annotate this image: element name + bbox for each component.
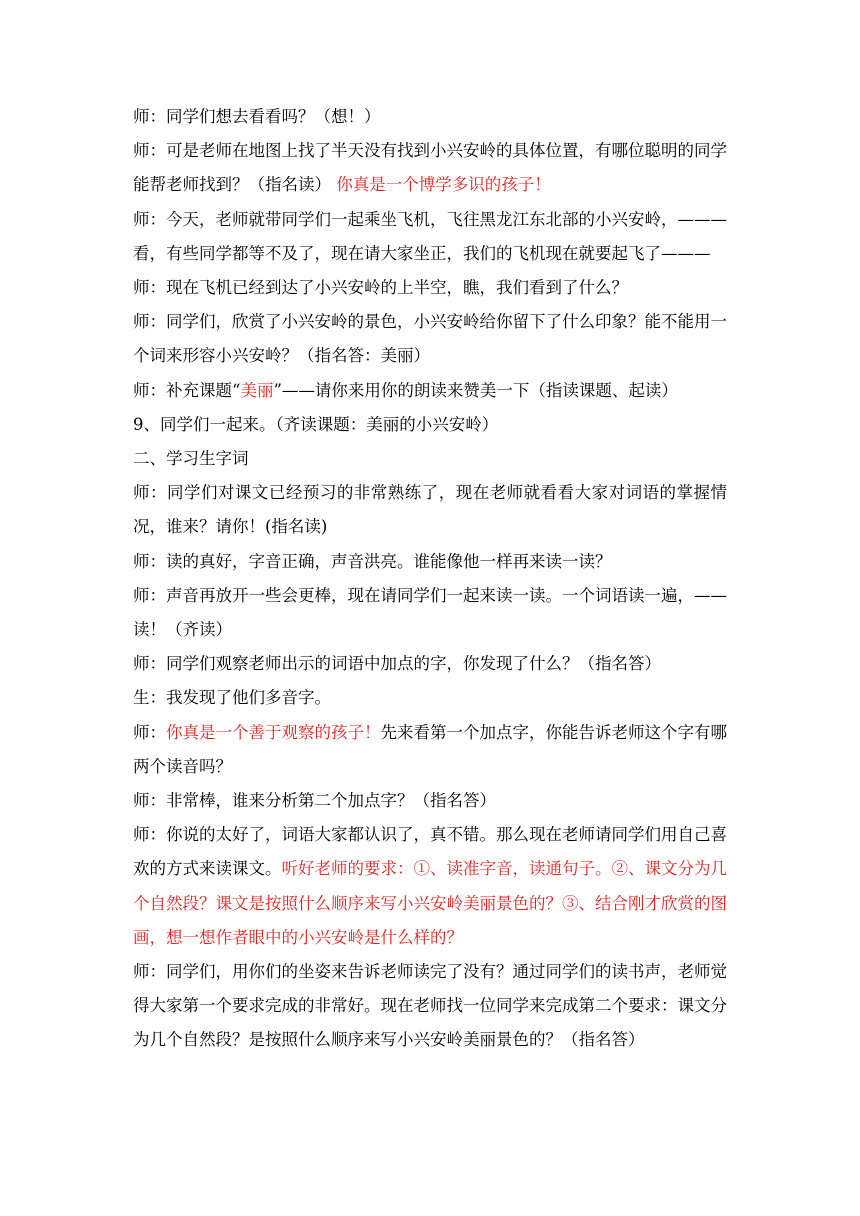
paragraph-p16 — [133, 818, 727, 955]
body-text: 师：同学们想去看看吗？（想！） — [133, 107, 381, 126]
body-text: 师：补充课题“ — [133, 380, 241, 400]
paragraph-p13 — [133, 681, 727, 715]
paragraph-p7 — [133, 408, 727, 442]
highlighted-text: 美丽 — [240, 380, 274, 400]
document-page — [133, 100, 727, 1058]
body-text: 师：同学们，欣赏了小兴安岭的景色，小兴安岭给你留下了什么印象？能不能用一个词来形容小兴安岭？（指名答：美丽） — [133, 312, 727, 366]
body-text: 师：现在飞机已经到达了小兴安岭的上半空，瞧，我们看到了什么？ — [133, 278, 628, 298]
paragraph-p17 — [133, 955, 727, 1058]
body-text: 师：同学们对课文已经预习的非常熟练了，现在老师就看看大家对词语的掌握情况，谁来？请你！(指名读) — [133, 483, 727, 537]
body-text: 师：今天，老师就带同学们一起乘坐飞机，飞往黑龙江东北部的小兴安岭，———看，有些同学都等不及了，现在请大家坐正，我们的飞机现在就要起飞了——— — [133, 209, 727, 263]
paragraph-p10 — [133, 545, 727, 579]
paragraph-p5 — [133, 305, 727, 373]
paragraph-p12 — [133, 647, 727, 681]
paragraph-p3 — [133, 203, 727, 271]
paragraph-p8 — [133, 442, 727, 476]
paragraph-p11 — [133, 579, 727, 647]
body-text: 9、同学们一起来。（齐读课题：美丽的小兴安岭） — [133, 414, 499, 434]
paragraph-p4 — [133, 271, 727, 305]
body-text: 二、学习生字词 — [133, 449, 249, 469]
paragraph-p6 — [133, 374, 727, 408]
body-text: 师：你说的太好了，词语大家都认识了，真不错。那么现在老师请同学们用自己喜欢的方式来读课文。 — [133, 825, 727, 879]
body-text: 师：非常棒，谁来分析第二个加点字？（指名答） — [133, 791, 496, 811]
body-text: 师：可是老师在地图上找了半天没有找到小兴安岭的具体位置，有哪位聪明的同学能帮老师找到？（指名读） — [133, 141, 727, 195]
paragraph-p2 — [133, 134, 727, 202]
highlighted-text: 你真是一个善于观察的孩子！ — [166, 722, 381, 742]
paragraph-p9 — [133, 476, 727, 544]
body-text: ”——请你来用你的朗读来赞美一下（指读课题、起读） — [273, 380, 678, 400]
paragraph-p14 — [133, 716, 727, 784]
body-text: 师：同学们观察老师出示的词语中加点的字，你发现了什么？（指名答） — [133, 654, 661, 674]
paragraph-p15 — [133, 784, 727, 818]
body-text: 师：声音再放开一些会更棒，现在请同学们一起来读一读。一个词语读一遍，——读！（齐读） — [133, 585, 727, 640]
body-text: 先来看第一个加点字，你能告诉老师这个字有哪两个读音吗？ — [133, 722, 727, 776]
body-text: 师：同学们，用你们的坐姿来告诉老师读完了没有？通过同学们的读书声，老师觉得大家第一个要求完成的非常好。现在老师找一位同学来完成第二个要求：课文分为几个自然段？是按照什么顺序来写小兴安岭美丽景色的？（指名答） — [133, 962, 727, 1050]
highlighted-text: 听好老师的要求：①、读准字音，读通句子。②、课文分为几个自然段？课文是按照什么顺序来写小兴安岭美丽景色的？③、结合刚才欣赏的图画，想一想作者眼中的小兴安岭是什么样的？ — [133, 859, 727, 947]
highlighted-text: 你真是一个博学多识的孩子！ — [336, 175, 551, 195]
body-text: 师：读的真好，字音正确，声音洪亮。谁能像他一样再来读一读？ — [133, 551, 612, 571]
body-text: 生：我发现了他们多音字。 — [133, 688, 331, 708]
paragraph-p1 — [133, 100, 727, 134]
body-text: 师： — [133, 722, 166, 742]
